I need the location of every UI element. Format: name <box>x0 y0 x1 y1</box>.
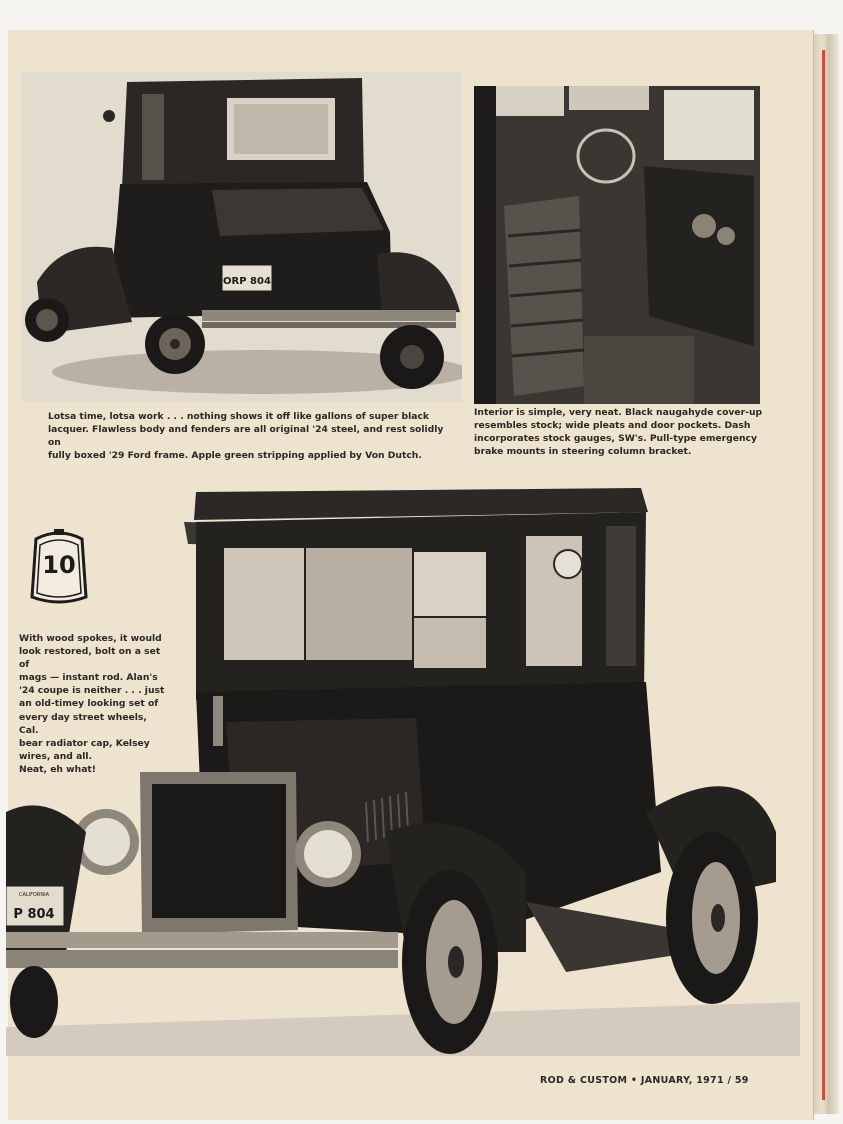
caption-interior: Interior is simple, very neat. Black naugahyde cover-up resembles stock; wide pleats and door pockets. Dash incorporates stock gauges, SW's. Pull-type emergency brake mounts in steering column bracket. <box>474 407 763 458</box>
page-footer: ROD & CUSTOM • JANUARY, 1971 / 59 <box>540 1075 749 1086</box>
front-license-plate: P 804 <box>13 907 55 922</box>
caption-main: With wood spokes, it would look restored, bolt on a set of mags — instant rod. Alan's '24 coupe is neither . . . just an old-timey looking set of every day street wheels, Cal. bear radiator cap, Kelsey wires, and all. Neat, eh what! <box>19 633 165 775</box>
photo-front-view <box>6 482 800 1056</box>
photo-rear-view <box>22 72 462 402</box>
caption-rear-view: Lotsa time, lotsa work . . . nothing shows it off like gallons of super black lacquer. Flawless body and fenders are all original '24 steel, and rest solidly on fully boxed '29 Ford frame. Apple green stripping applied by Von Dutch. <box>48 411 444 462</box>
photo-interior <box>474 86 760 404</box>
rear-license-plate: ORP 804 <box>223 276 271 287</box>
magazine-page-edges <box>813 34 839 1114</box>
front-plate-state: CALIFORNIA <box>18 892 50 898</box>
feature-number: 10 <box>42 551 76 579</box>
red-cover-edge <box>822 50 825 1100</box>
